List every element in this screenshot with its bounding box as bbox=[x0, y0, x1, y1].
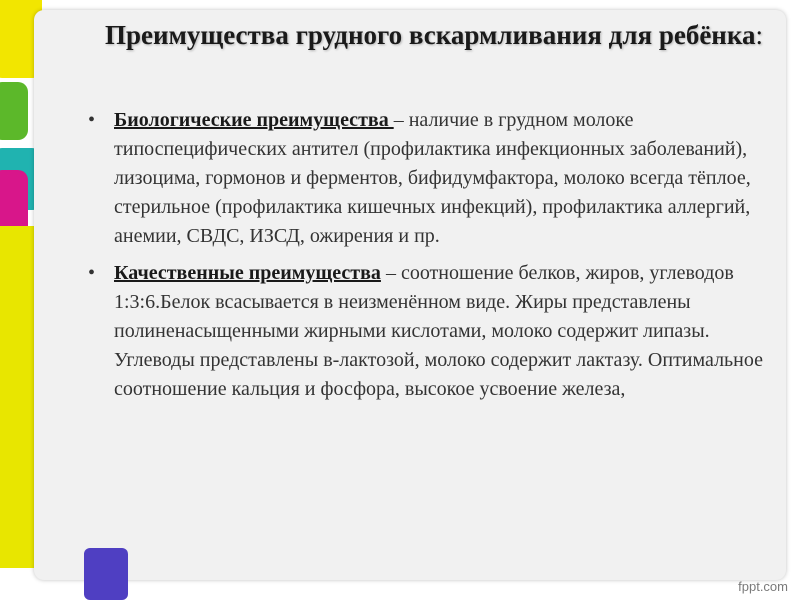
bullet-list bbox=[82, 106, 782, 412]
slide-title bbox=[74, 16, 794, 54]
slide-title-suffix: : bbox=[755, 20, 764, 50]
bullet-marker: • bbox=[88, 262, 96, 284]
decor-green-block bbox=[0, 82, 28, 140]
content-panel bbox=[34, 10, 786, 580]
bullet-term: Биологические преимущества bbox=[114, 109, 394, 131]
bullet-item-quality bbox=[82, 259, 782, 404]
bullet-term: Качественные преимущества bbox=[114, 262, 381, 284]
bullet-marker: • bbox=[88, 109, 96, 131]
bullet-text: – наличие в грудном молоке типоспецифических антител (профилактика инфекционных заболеваний), лизоцима, гормонов и ферментов, бифидумфактора, молоко всегда тёплое, стерильное (профилактика кишечных инфекций), профилактика аллергий, анемии, СВДС, ИЗСД, ожирения и пр. bbox=[114, 109, 751, 247]
bullet-item-biological bbox=[82, 106, 782, 251]
watermark-text: fppt.com bbox=[738, 579, 788, 594]
decor-purple-block bbox=[84, 548, 128, 600]
bullet-text: – соотношение белков, жиров, углеводов 1:3:6.Белок всасывается в неизменённом виде. Жиры представлены полиненасыщенными жирными кислотами, молоко содержит липазы. Углеводы представлены в-лактозой, молоко содержит лактазу. Оптимальное соотношение кальция и фосфора, высокое усвоение железа, bbox=[114, 262, 764, 400]
slide-title-main: Преимущества грудного вскармливания для ребёнка bbox=[104, 20, 756, 50]
